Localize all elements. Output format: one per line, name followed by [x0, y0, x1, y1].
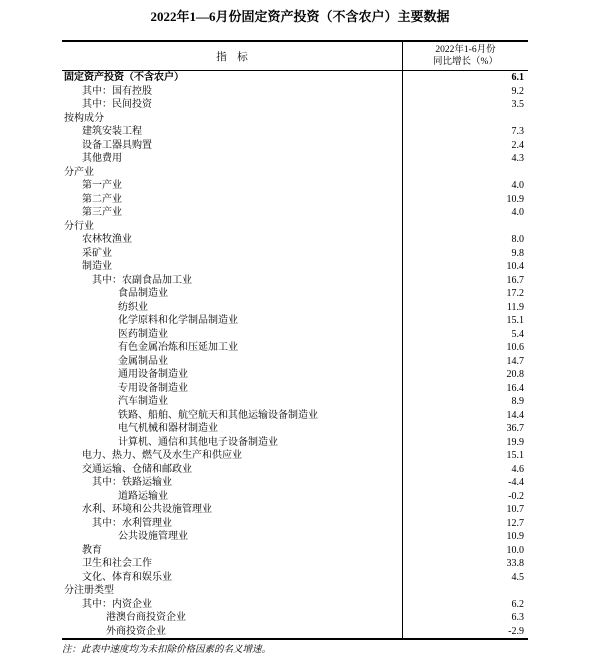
table-row [62, 301, 528, 315]
row-label: 设备工器具购置 [62, 139, 403, 153]
table-row [62, 193, 528, 207]
table-row [62, 247, 528, 261]
row-label: 其中：农副食品加工业 [62, 274, 403, 288]
table-row [62, 517, 528, 531]
row-label: 交通运输、仓储和邮政业 [62, 463, 403, 477]
table-row [62, 490, 528, 504]
table-row [62, 382, 528, 396]
row-label: 分产业 [62, 166, 403, 180]
row-label: 电气机械和器材制造业 [62, 422, 403, 436]
row-label: 食品制造业 [62, 287, 403, 301]
table-row [62, 625, 528, 639]
page-title: 2022年1—6月份固定资产投资（不含农户）主要数据 [150, 9, 450, 24]
table-row [62, 98, 528, 112]
row-label: 外商投资企业 [62, 625, 403, 639]
table-row [62, 355, 528, 369]
table-row [62, 71, 528, 85]
row-label: 其他费用 [62, 152, 403, 166]
row-value: 15.1 [506, 450, 524, 461]
row-value: -0.2 [508, 490, 524, 502]
row-value: 2.4 [511, 139, 524, 151]
row-value: 9.8 [511, 247, 524, 259]
row-label: 有色金属冶炼和压延加工业 [62, 341, 403, 355]
table-row [62, 449, 528, 463]
table-row [62, 436, 528, 450]
row-label: 固定资产投资（不含农户） [62, 71, 403, 85]
table-row [62, 341, 528, 355]
column-header-period: 2022年1-6月份 [435, 45, 496, 55]
row-label: 其中：民间投资 [62, 98, 403, 112]
row-value [403, 220, 528, 234]
row-label: 第二产业 [62, 193, 403, 207]
row-label: 文化、体育和娱乐业 [62, 571, 403, 585]
row-value: 10.6 [506, 342, 524, 353]
row-label: 通用设备制造业 [62, 368, 403, 382]
table-header-row [62, 42, 528, 71]
row-label: 铁路、船舶、航空航天和其他运输设备制造业 [62, 409, 403, 423]
row-label: 采矿业 [62, 247, 403, 261]
row-label: 分注册类型 [62, 584, 403, 598]
row-label: 教育 [62, 544, 403, 558]
row-value: 36.7 [506, 423, 524, 434]
row-value: 15.1 [506, 315, 524, 326]
row-value: 10.9 [506, 531, 524, 542]
table-row [62, 409, 528, 423]
table-row [62, 260, 528, 274]
row-label: 建筑安装工程 [62, 125, 403, 139]
row-value: 8.0 [511, 234, 524, 245]
table-row [62, 314, 528, 328]
table-row [62, 584, 528, 598]
row-label: 其中：国有控股 [62, 85, 403, 99]
row-value: 33.8 [506, 558, 524, 569]
row-value: 16.4 [506, 382, 524, 394]
row-label: 第一产业 [62, 179, 403, 193]
table-row [62, 395, 528, 409]
row-value: 16.7 [506, 274, 524, 286]
row-label: 制造业 [62, 260, 403, 274]
row-label: 其中：铁路运输业 [62, 476, 403, 490]
row-label: 卫生和社会工作 [62, 557, 403, 571]
table-row [62, 139, 528, 153]
table-row [62, 220, 528, 234]
row-label: 金属制品业 [62, 355, 403, 369]
row-value: 10.7 [506, 504, 524, 515]
row-value: 6.2 [511, 598, 524, 610]
column-header-metric: 同比增长（%） [433, 57, 498, 67]
table-body [62, 71, 528, 638]
table-row [62, 611, 528, 625]
table-row [62, 571, 528, 585]
table-row [62, 422, 528, 436]
row-label: 农林牧渔业 [62, 233, 403, 247]
row-value: -2.9 [508, 625, 524, 637]
table-row [62, 179, 528, 193]
row-label: 港澳台商投资企业 [62, 611, 403, 625]
row-label: 道路运输业 [62, 490, 403, 504]
row-value: 6.1 [511, 72, 524, 83]
table-row [62, 463, 528, 477]
row-value: 4.0 [511, 207, 524, 218]
table-row [62, 368, 528, 382]
table-row [62, 476, 528, 490]
column-header-value [403, 42, 528, 70]
row-value [403, 584, 528, 598]
row-value: 8.9 [511, 396, 524, 407]
table-row [62, 328, 528, 342]
table-row [62, 287, 528, 301]
column-header-indicator: 指 标 [62, 42, 403, 70]
row-value: 7.3 [511, 126, 524, 137]
row-value: 10.9 [506, 193, 524, 205]
table-row [62, 503, 528, 517]
row-label: 电力、热力、燃气及水生产和供应业 [62, 449, 403, 463]
row-label: 水利、环境和公共设施管理业 [62, 503, 403, 517]
row-label: 纺织业 [62, 301, 403, 315]
data-table [62, 40, 528, 640]
row-value: 14.7 [506, 355, 524, 367]
row-value [403, 112, 528, 126]
row-label: 分行业 [62, 220, 403, 234]
table-row [62, 274, 528, 288]
row-value: 4.5 [511, 571, 524, 583]
row-label: 其中：内资企业 [62, 598, 403, 612]
table-row [62, 152, 528, 166]
table-row [62, 112, 528, 126]
table-row [62, 598, 528, 612]
table-row [62, 166, 528, 180]
table-row [62, 206, 528, 220]
row-value: 9.2 [511, 85, 524, 97]
row-label: 按构成分 [62, 112, 403, 126]
table-row [62, 557, 528, 571]
row-value: 11.9 [506, 301, 524, 313]
row-label: 化学原料和化学制品制造业 [62, 314, 403, 328]
row-value: 4.3 [511, 153, 524, 164]
row-label: 汽车制造业 [62, 395, 403, 409]
row-value: 10.0 [506, 544, 524, 556]
row-value: 10.4 [506, 261, 524, 272]
table-row [62, 233, 528, 247]
row-value: 4.6 [511, 463, 524, 475]
table-row [62, 125, 528, 139]
row-value: 6.3 [511, 612, 524, 623]
row-value: 3.5 [511, 99, 524, 110]
row-value [403, 166, 528, 180]
table-row [62, 85, 528, 99]
row-label: 第三产业 [62, 206, 403, 220]
row-label: 专用设备制造业 [62, 382, 403, 396]
row-value: 5.4 [511, 328, 524, 340]
row-label: 其中：水利管理业 [62, 517, 403, 531]
row-label: 公共设施管理业 [62, 530, 403, 544]
row-value: 19.9 [506, 436, 524, 448]
table-row [62, 544, 528, 558]
table-note: 注：此表中速度均为未扣除价格因素的名义增速。 [62, 645, 272, 655]
table-row [62, 530, 528, 544]
row-value: -4.4 [508, 477, 524, 488]
row-value: 12.7 [506, 517, 524, 529]
row-value: 4.0 [511, 180, 524, 191]
row-label: 医药制造业 [62, 328, 403, 342]
row-value: 17.2 [506, 288, 524, 299]
row-value: 20.8 [506, 369, 524, 380]
row-value: 14.4 [506, 409, 524, 421]
row-label: 计算机、通信和其他电子设备制造业 [62, 436, 403, 450]
